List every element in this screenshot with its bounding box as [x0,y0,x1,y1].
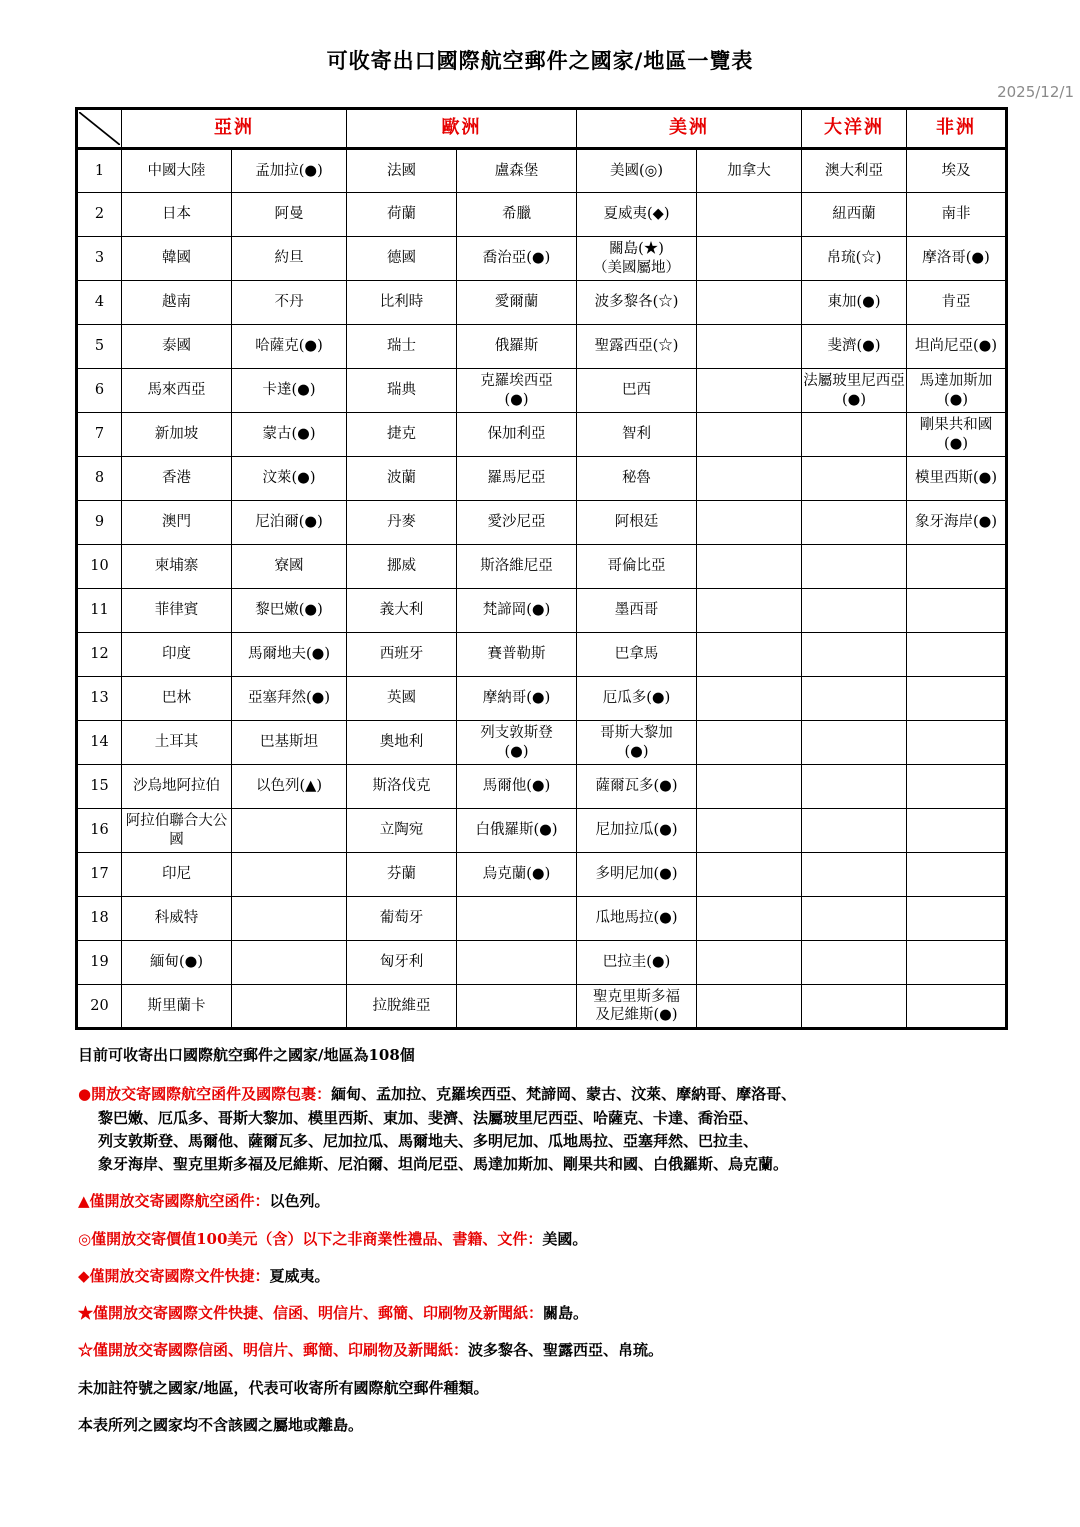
note-double-circle [78,1228,1010,1251]
note-circle-line-1: 緬甸、孟加拉、克羅埃西亞、梵諦岡、蒙古、汶萊、摩納哥、摩洛哥、 [331,1085,797,1104]
row-number: 13 [77,677,122,721]
cell-asia-1: 印度 [122,633,232,677]
cell-americas-1: 巴拿馬 [577,633,697,677]
cell-americas-1: 瓜地馬拉(●) [577,897,697,941]
cell-europe-2: 梵諦岡(●) [457,589,577,633]
cell-europe-2: 愛爾蘭 [457,281,577,325]
cell-americas-2 [697,589,802,633]
cell-europe-2: 摩納哥(●) [457,677,577,721]
note-star-hollow-label: ☆僅開放交寄國際信函、明信片、郵簡、印刷物及新聞紙： [78,1341,469,1360]
cell-oceania [802,677,907,721]
cell-europe-1: 法國 [347,149,457,193]
cell-asia-1: 澳門 [122,501,232,545]
cell-asia-2: 哈薩克(●) [232,325,347,369]
cell-europe-1: 斯洛伐克 [347,765,457,809]
cell-oceania [802,545,907,589]
note-star-hollow-value: 波多黎各、聖露西亞、帛琉。 [468,1341,664,1360]
table-row [77,809,1007,853]
note-diamond [78,1265,1010,1288]
cell-asia-2: 不丹 [232,281,347,325]
cell-europe-1: 丹麥 [347,501,457,545]
table-row [77,193,1007,237]
cell-africa [907,677,1007,721]
cell-americas-2 [697,897,802,941]
cell-europe-1: 瑞典 [347,369,457,413]
row-number: 8 [77,457,122,501]
cell-africa [907,721,1007,765]
cell-americas-1: 墨西哥 [577,589,697,633]
cell-africa [907,897,1007,941]
cell-americas-1: 秘魯 [577,457,697,501]
cell-asia-2 [232,941,347,985]
table-row [77,149,1007,193]
cell-africa [907,941,1007,985]
header-oceania: 大洋洲 [802,109,907,149]
note-circle-line-3: 列支敦斯登、馬爾他、薩爾瓦多、尼加拉瓜、馬爾地夫、多明尼加、瓜地馬拉、亞塞拜然、巴拉圭、 [98,1131,759,1150]
cell-europe-1: 義大利 [347,589,457,633]
cell-asia-1: 香港 [122,457,232,501]
cell-americas-2 [697,281,802,325]
table-row [77,765,1007,809]
cell-europe-1: 葡萄牙 [347,897,457,941]
cell-americas-2: 加拿大 [697,149,802,193]
cell-americas-2 [697,941,802,985]
cell-asia-2 [232,897,347,941]
cell-asia-2: 巴基斯坦 [232,721,347,765]
table-row [77,369,1007,413]
cell-africa: 模里西斯(●) [907,457,1007,501]
cell-asia-1: 馬來西亞 [122,369,232,413]
cell-europe-1: 波蘭 [347,457,457,501]
cell-asia-1: 巴林 [122,677,232,721]
table-row [77,677,1007,721]
note-circle-line-4: 象牙海岸、聖克里斯多福及尼維斯、尼泊爾、坦尚尼亞、馬達加斯加、剛果共和國、白俄羅斯、烏克蘭。 [98,1155,789,1173]
cell-americas-1: 美國(◎) [577,149,697,193]
table-row [77,325,1007,369]
row-number: 4 [77,281,122,325]
cell-americas-2 [697,633,802,677]
cell-asia-1: 中國大陸 [122,149,232,193]
row-number: 11 [77,589,122,633]
cell-americas-2 [697,325,802,369]
cell-europe-2 [457,897,577,941]
cell-americas-2 [697,985,802,1029]
cell-oceania: 斐濟(●) [802,325,907,369]
cell-asia-2: 汶萊(●) [232,457,347,501]
cell-americas-1: 阿根廷 [577,501,697,545]
cell-oceania [802,413,907,457]
row-number: 7 [77,413,122,457]
cell-oceania [802,589,907,633]
cell-oceania [802,501,907,545]
note-star-hollow [78,1339,1010,1362]
cell-europe-2: 羅馬尼亞 [457,457,577,501]
cell-oceania [802,765,907,809]
cell-asia-1: 新加坡 [122,413,232,457]
cell-africa [907,809,1007,853]
cell-europe-2: 馬爾他(●) [457,765,577,809]
row-number: 6 [77,369,122,413]
cell-europe-2: 盧森堡 [457,149,577,193]
cell-africa: 馬達加斯加 (●) [907,369,1007,413]
notes-section [70,1044,1010,1437]
cell-oceania: 紐西蘭 [802,193,907,237]
row-number: 2 [77,193,122,237]
row-number: 5 [77,325,122,369]
cell-americas-1: 哥斯大黎加 (●) [577,721,697,765]
cell-americas-2 [697,677,802,721]
note-circle [78,1083,1010,1176]
cell-asia-1: 韓國 [122,237,232,281]
header-asia: 亞洲 [122,109,347,149]
cell-asia-1: 土耳其 [122,721,232,765]
cell-europe-2: 斯洛維尼亞 [457,545,577,589]
row-number: 18 [77,897,122,941]
cell-oceania [802,897,907,941]
cell-asia-2 [232,985,347,1029]
cell-asia-1: 沙烏地阿拉伯 [122,765,232,809]
note-star-filled-value: 關島。 [543,1304,589,1322]
cell-americas-1: 哥倫比亞 [577,545,697,589]
cell-asia-2: 寮國 [232,545,347,589]
header-row [77,109,1007,149]
cell-asia-2: 約旦 [232,237,347,281]
diagonal-divider-icon [77,109,122,149]
table-row [77,633,1007,677]
note-star-filled [78,1302,1010,1325]
note-double-circle-label: ◎僅開放交寄價值100美元（含）以下之非商業性禮品、書籍、文件： [78,1229,543,1248]
row-number: 16 [77,809,122,853]
cell-asia-2: 蒙古(●) [232,413,347,457]
cell-oceania [802,941,907,985]
cell-americas-1: 巴拉圭(●) [577,941,697,985]
cell-asia-1: 日本 [122,193,232,237]
cell-africa: 南非 [907,193,1007,237]
document-date: 2025/12/1 [997,83,1074,101]
row-number: 9 [77,501,122,545]
cell-asia-2: 以色列(▲) [232,765,347,809]
cell-europe-2: 保加利亞 [457,413,577,457]
cell-asia-1: 越南 [122,281,232,325]
header-africa: 非洲 [907,109,1007,149]
cell-americas-2 [697,809,802,853]
cell-africa [907,853,1007,897]
cell-africa [907,589,1007,633]
note-triangle-label: ▲僅開放交寄國際航空函件： [78,1192,270,1211]
cell-africa: 肯亞 [907,281,1007,325]
cell-europe-2: 白俄羅斯(●) [457,809,577,853]
cell-asia-1: 菲律賓 [122,589,232,633]
cell-americas-1: 聖克里斯多福 及尼維斯(●) [577,985,697,1029]
cell-asia-2 [232,853,347,897]
table-row [77,853,1007,897]
cell-europe-2: 克羅埃西亞 (●) [457,369,577,413]
row-number: 14 [77,721,122,765]
cell-americas-1: 多明尼加(●) [577,853,697,897]
cell-americas-1: 波多黎各(☆) [577,281,697,325]
cell-asia-2: 阿曼 [232,193,347,237]
cell-oceania [802,457,907,501]
cell-europe-2: 賽普勒斯 [457,633,577,677]
note-diamond-value: 夏威夷。 [269,1266,330,1285]
cell-africa: 埃及 [907,149,1007,193]
cell-asia-2 [232,809,347,853]
cell-americas-1: 薩爾瓦多(●) [577,765,697,809]
cell-europe-1: 荷蘭 [347,193,457,237]
cell-americas-2 [697,193,802,237]
cell-americas-2 [697,413,802,457]
cell-asia-1: 阿拉伯聯合大公國 [122,809,232,853]
cell-europe-1: 拉脫維亞 [347,985,457,1029]
country-table-container [75,107,1005,1030]
cell-asia-1: 緬甸(●) [122,941,232,985]
table-row [77,457,1007,501]
cell-oceania [802,853,907,897]
row-number: 15 [77,765,122,809]
note-plain-1: 未加註符號之國家/地區，代表可收寄所有國際航空郵件種類。 [78,1378,489,1397]
cell-americas-2 [697,501,802,545]
table-row [77,237,1007,281]
row-number: 17 [77,853,122,897]
row-number: 12 [77,633,122,677]
cell-europe-2: 俄羅斯 [457,325,577,369]
cell-asia-1: 印尼 [122,853,232,897]
cell-asia-1: 科威特 [122,897,232,941]
cell-oceania [802,985,907,1029]
header-europe: 歐洲 [347,109,577,149]
table-body [77,149,1007,1029]
cell-europe-2 [457,985,577,1029]
cell-europe-2: 喬治亞(●) [457,237,577,281]
table-row [77,589,1007,633]
cell-americas-2 [697,765,802,809]
cell-europe-1: 奧地利 [347,721,457,765]
cell-oceania: 法屬玻里尼西亞(●) [802,369,907,413]
table-row [77,281,1007,325]
row-number: 20 [77,985,122,1029]
note-circle-label: ●開放交寄國際航空函件及國際包裹： [78,1085,332,1104]
cell-asia-1: 斯里蘭卡 [122,985,232,1029]
cell-asia-2: 孟加拉(●) [232,149,347,193]
cell-europe-2: 希臘 [457,193,577,237]
cell-europe-2 [457,941,577,985]
note-triangle-value: 以色列。 [269,1192,330,1211]
cell-americas-1: 智利 [577,413,697,457]
cell-africa [907,545,1007,589]
cell-oceania: 東加(●) [802,281,907,325]
cell-africa: 坦尚尼亞(●) [907,325,1007,369]
cell-europe-1: 西班牙 [347,633,457,677]
cell-americas-2 [697,545,802,589]
cell-americas-1: 厄瓜多(●) [577,677,697,721]
cell-europe-2: 愛沙尼亞 [457,501,577,545]
cell-asia-2: 黎巴嫩(●) [232,589,347,633]
header-americas: 美洲 [577,109,802,149]
cell-europe-2: 烏克蘭(●) [457,853,577,897]
note-circle-line-2: 黎巴嫩、厄瓜多、哥斯大黎加、模里西斯、東加、斐濟、法屬玻里尼西亞、哈薩克、卡達、喬治亞、 [98,1108,759,1127]
cell-europe-1: 捷克 [347,413,457,457]
cell-africa [907,765,1007,809]
row-number: 1 [77,149,122,193]
page-title: 可收寄出口國際航空郵件之國家/地區一覽表 [326,48,754,73]
cell-asia-1: 泰國 [122,325,232,369]
row-number: 19 [77,941,122,985]
row-number: 3 [77,237,122,281]
table-row [77,985,1007,1029]
cell-americas-2 [697,369,802,413]
cell-asia-2: 卡達(●) [232,369,347,413]
note-triangle [78,1190,1010,1213]
note-total-count: 目前可收寄出口國際航空郵件之國家/地區為108個 [78,1046,415,1064]
cell-asia-2: 馬爾地夫(●) [232,633,347,677]
cell-oceania: 澳大利亞 [802,149,907,193]
cell-asia-2: 亞塞拜然(●) [232,677,347,721]
table-row [77,545,1007,589]
cell-africa [907,985,1007,1029]
cell-europe-1: 挪威 [347,545,457,589]
cell-americas-1: 巴西 [577,369,697,413]
table-header [77,109,1007,149]
cell-oceania [802,633,907,677]
cell-americas-2 [697,853,802,897]
cell-africa: 摩洛哥(●) [907,237,1007,281]
table-row [77,941,1007,985]
cell-europe-1: 瑞士 [347,325,457,369]
cell-europe-1: 匈牙利 [347,941,457,985]
cell-americas-1: 夏威夷(◆) [577,193,697,237]
table-row [77,897,1007,941]
cell-europe-1: 英國 [347,677,457,721]
row-number: 10 [77,545,122,589]
table-row [77,721,1007,765]
country-table [75,107,1008,1030]
note-diamond-label: ◆僅開放交寄國際文件快捷： [78,1266,270,1285]
cell-americas-1: 聖露西亞(☆) [577,325,697,369]
cell-americas-1: 尼加拉瓜(●) [577,809,697,853]
cell-europe-1: 德國 [347,237,457,281]
cell-europe-1: 立陶宛 [347,809,457,853]
cell-americas-1: 關島(★) （美國屬地） [577,237,697,281]
note-plain-2: 本表所列之國家均不含該國之屬地或離島。 [78,1415,364,1434]
cell-oceania: 帛琉(☆) [802,237,907,281]
cell-africa: 象牙海岸(●) [907,501,1007,545]
cell-americas-2 [697,721,802,765]
table-row [77,413,1007,457]
cell-americas-2 [697,237,802,281]
note-double-circle-value: 美國。 [542,1229,588,1248]
note-star-filled-label: ★僅開放交寄國際文件快捷、信函、明信片、郵簡、印刷物及新聞紙： [78,1304,544,1322]
cell-asia-2: 尼泊爾(●) [232,501,347,545]
cell-europe-1: 芬蘭 [347,853,457,897]
cell-africa [907,633,1007,677]
table-row [77,501,1007,545]
cell-europe-2: 列支敦斯登 (●) [457,721,577,765]
cell-africa: 剛果共和國 (●) [907,413,1007,457]
cell-oceania [802,721,907,765]
cell-europe-1: 比利時 [347,281,457,325]
cell-oceania [802,809,907,853]
cell-asia-1: 柬埔寨 [122,545,232,589]
cell-americas-2 [697,457,802,501]
